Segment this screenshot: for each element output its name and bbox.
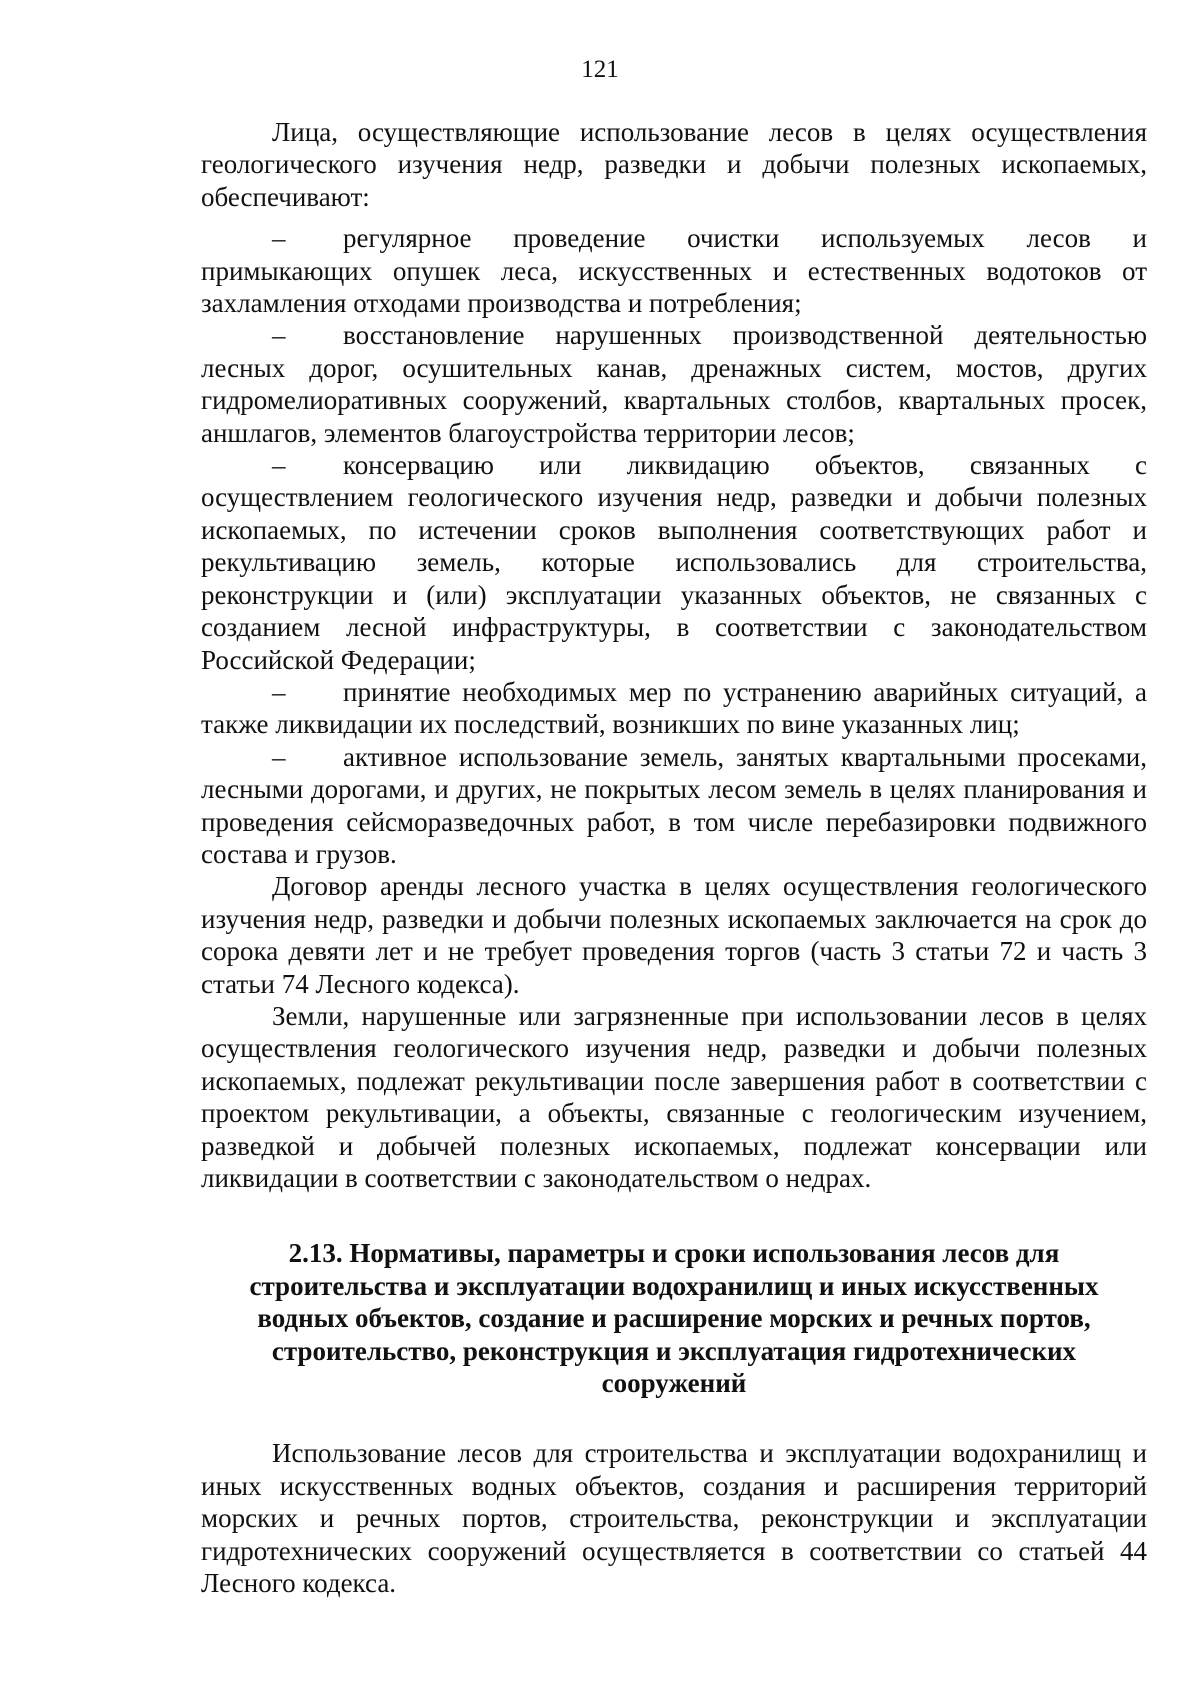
body-paragraph: Земли, нарушенные или загрязненные при использовании лесов в целях осуществления геологического изучения недр, разведки и добычи полезных ископаемых, подлежат рекультивации после завершения работ в соответствии с проектом рекультивации, а объекты, связанные с геологическим изучением, разведкой и добычей полезных ископаемых, подлежат консервации или ликвидации в соответствии с законодательством о недрах. — [201, 1000, 1147, 1193]
page-number: 121 — [581, 56, 619, 83]
bullet-item — [201, 741, 1147, 871]
bullet-text: консервацию или ликвидацию объектов, связанных с осуществлением геологического изучения недр, разведки и добычи полезных ископаемых, по истечении сроков выполнения соответствующих работ и рекультивацию земель, которые использовались для строительства, реконструкции и (или) эксплуатации указанных объектов, не связанных с созданием лесной инфраструктуры, в соответствии с законодательством Российской Федерации; — [201, 450, 1147, 675]
bullet-text: регулярное проведение очистки используемых лесов и примыкающих опушек леса, искусственных и естественных водотоков от захламления отходами производства и потребления; — [201, 223, 1147, 319]
bullet-dash: – — [272, 320, 286, 351]
section-heading: 2.13. Нормативы, параметры и сроки использования лесов для строительства и эксплуатации водохранилищ и иных искусственных водных объектов, создание и расширение морских и речных портов, строительство, реконструкция и эксплуатация гидротехнических сооружений — [249, 1238, 1099, 1399]
bullet-text: активное использование земель, занятых квартальными просеками, лесными дорогами, и других, не покрытых лесом земель в целях планирования и проведения сейсморазведочных работ, в том числе перебазировки подвижного состава и грузов. — [201, 741, 1147, 869]
bullet-dash: – — [272, 676, 286, 707]
bullet-dash: – — [272, 450, 286, 481]
intro-paragraph: Лица, осуществляющие использование лесов в целях осуществления геологического изучения недр, разведки и добычи полезных ископаемых, обеспечивают: — [201, 117, 1147, 212]
bullet-dash: – — [272, 223, 286, 254]
document-body — [201, 116, 1147, 1599]
body-paragraph: Договор аренды лесного участка в целях осуществления геологического изучения недр, разведки и добычи полезных ископаемых заключается на срок до сорока девяти лет и не требует проведения торгов (часть 3 статьи 72 и часть 3 статьи 74 Лесного кодекса). — [201, 871, 1147, 999]
bullet-item — [201, 319, 1147, 449]
bullet-dash: – — [272, 741, 286, 772]
bullet-item — [201, 676, 1147, 741]
bullet-text: восстановление нарушенных производственной деятельностью лесных дорог, осушительных канав, дренажных систем, мостов, других гидромелиоративных сооружений, квартальных столбов, квартальных просек, аншлагов, элементов благоустройства территории лесов; — [201, 320, 1147, 448]
section-body-paragraph: Использование лесов для строительства и эксплуатации водохранилищ и иных искусственных водных объектов, создания и расширения территорий морских и речных портов, строительства, реконструкции и эксплуатации гидротехнических сооружений осуществляется в соответствии со статьей 44 Лесного кодекса. — [201, 1438, 1147, 1599]
bullet-item — [201, 222, 1147, 319]
bullet-item — [201, 449, 1147, 676]
bullet-text: принятие необходимых мер по устранению аварийных ситуаций, а также ликвидации их последствий, возникших по вине указанных лиц; — [201, 676, 1147, 740]
